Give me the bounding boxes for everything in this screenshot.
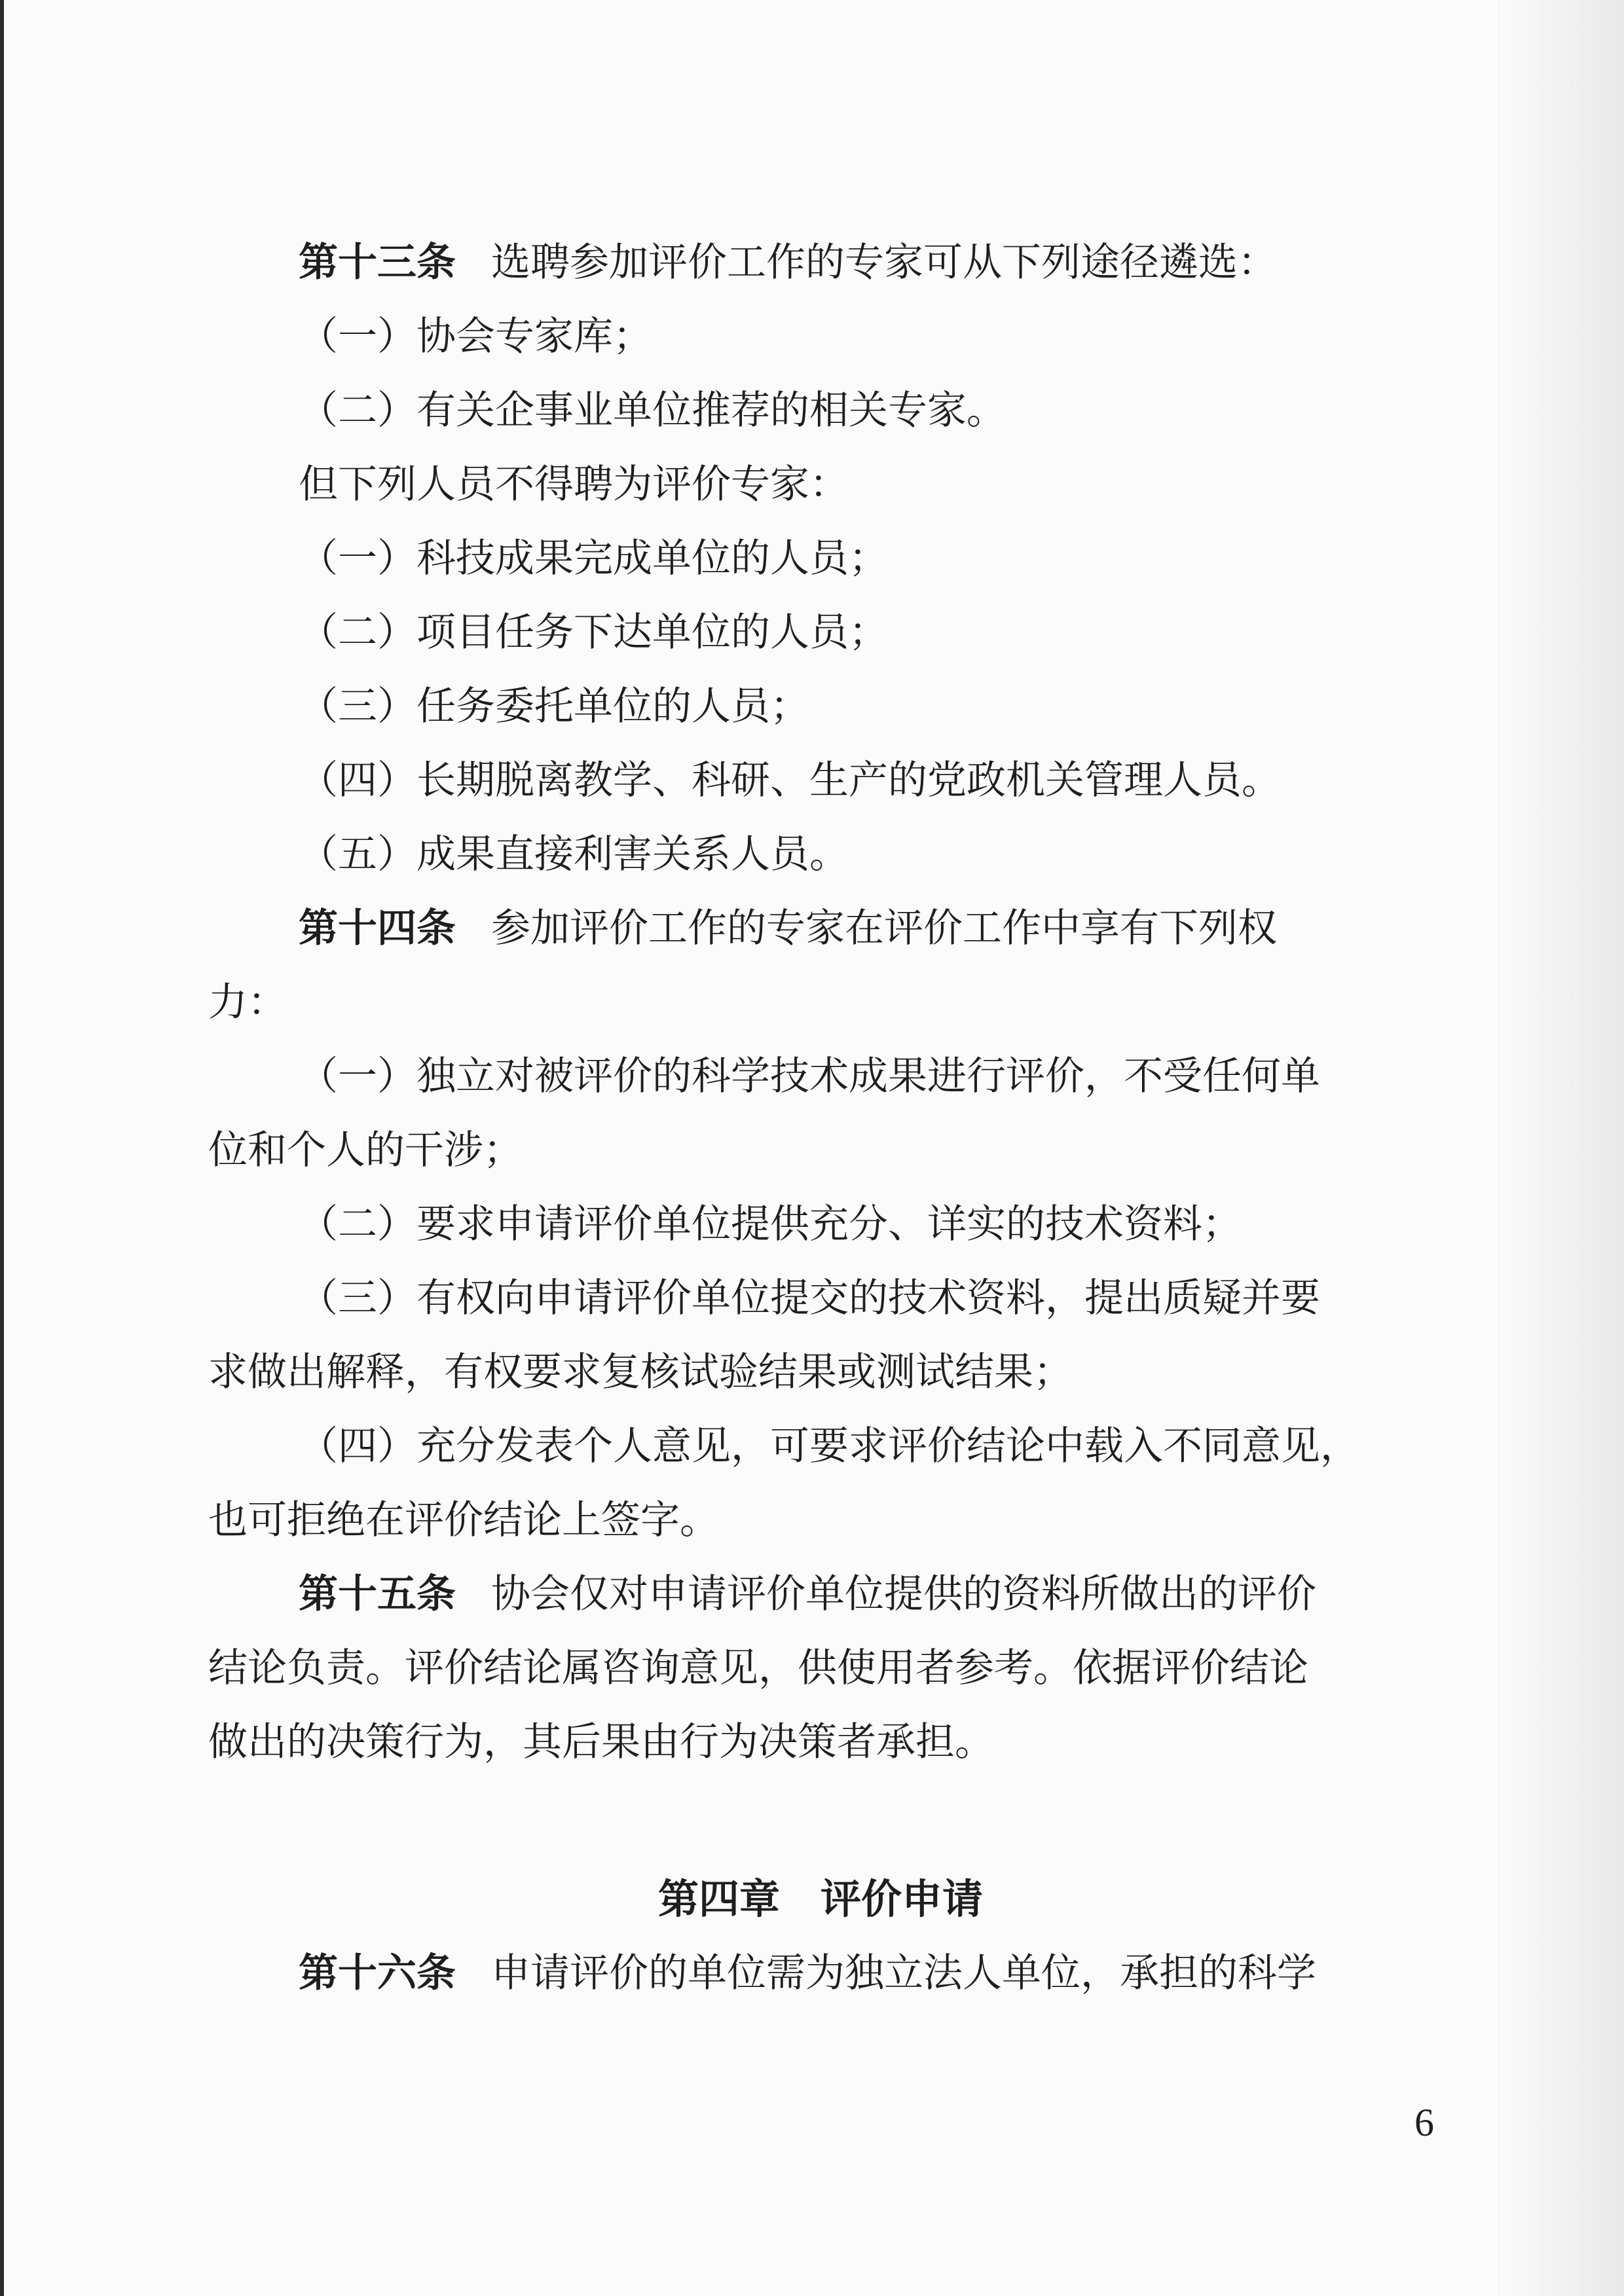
article-15-heading: 第十五条 (299, 1571, 456, 1617)
article-16-text-1: 申请评价的单位需为独立法人单位，承担的科学 (491, 1950, 1316, 1996)
page-number: 6 (1414, 2101, 1434, 2144)
article-13-item-2: （二）有关企事业单位推荐的相关专家。 (299, 388, 1006, 433)
article-13-exclusion-2: （二）项目任务下达单位的人员； (299, 610, 888, 655)
article-14-lead-2: 力： (208, 979, 287, 1025)
article-14-item-1-line-2: 位和个人的干涉； (208, 1127, 523, 1173)
chapter-4-title: 第四章 评价申请 (657, 1875, 983, 1923)
article-13-line-1 (299, 239, 1277, 286)
scan-edge-right (1500, 0, 1624, 2296)
article-14-item-3-line-1: （三）有权向申请评价单位提交的技术资料，提出质疑并要 (299, 1275, 1320, 1321)
scan-edge-left (0, 0, 4, 2296)
article-13-item-1: （一）协会专家库； (299, 314, 652, 359)
article-13-exclusion-3: （三）任务委托单位的人员； (299, 683, 809, 729)
article-13-heading: 第十三条 (299, 240, 456, 285)
article-13-exclusion-4: （四）长期脱离教学、科研、生产的党政机关管理人员。 (299, 757, 1281, 803)
article-15-text-1: 协会仅对申请评价单位提供的资料所做出的评价 (491, 1571, 1316, 1617)
article-14-item-4-line-2: 也可拒绝在评价结论上签字。 (208, 1497, 719, 1543)
article-15-line-2: 结论负责。评价结论属咨询意见，供使用者参考。依据评价结论 (208, 1645, 1308, 1691)
article-14-item-3-line-2: 求做出解释，有权要求复核试验结果或测试结果； (208, 1349, 1073, 1395)
article-14-item-2: （二）要求申请评价单位提供充分、详实的技术资料； (299, 1201, 1242, 1247)
article-14-item-4-line-1: （四）充分发表个人意见，可要求评价结论中载入不同意见， (299, 1423, 1359, 1469)
article-13-exclusion-5: （五）成果直接利害关系人员。 (299, 831, 849, 877)
article-14-line-1 (299, 905, 1277, 952)
article-15-line-3: 做出的决策行为，其后果由行为决策者承担。 (208, 1719, 994, 1765)
article-13-exclusion-lead: 但下列人员不得聘为评价专家： (299, 462, 849, 507)
article-14-lead-1: 参加评价工作的专家在评价工作中享有下列权 (491, 905, 1277, 951)
article-13-exclusion-1: （一）科技成果完成单位的人员； (299, 536, 888, 581)
article-15-line-1 (299, 1571, 1316, 1618)
article-13-lead: 选聘参加评价工作的专家可从下列途径遴选： (491, 240, 1277, 285)
article-16-line-1 (299, 1950, 1316, 1997)
article-14-heading: 第十四条 (299, 905, 456, 951)
article-14-item-1-line-1: （一）独立对被评价的科学技术成果进行评价，不受任何单 (299, 1053, 1320, 1099)
article-16-heading: 第十六条 (299, 1950, 456, 1996)
